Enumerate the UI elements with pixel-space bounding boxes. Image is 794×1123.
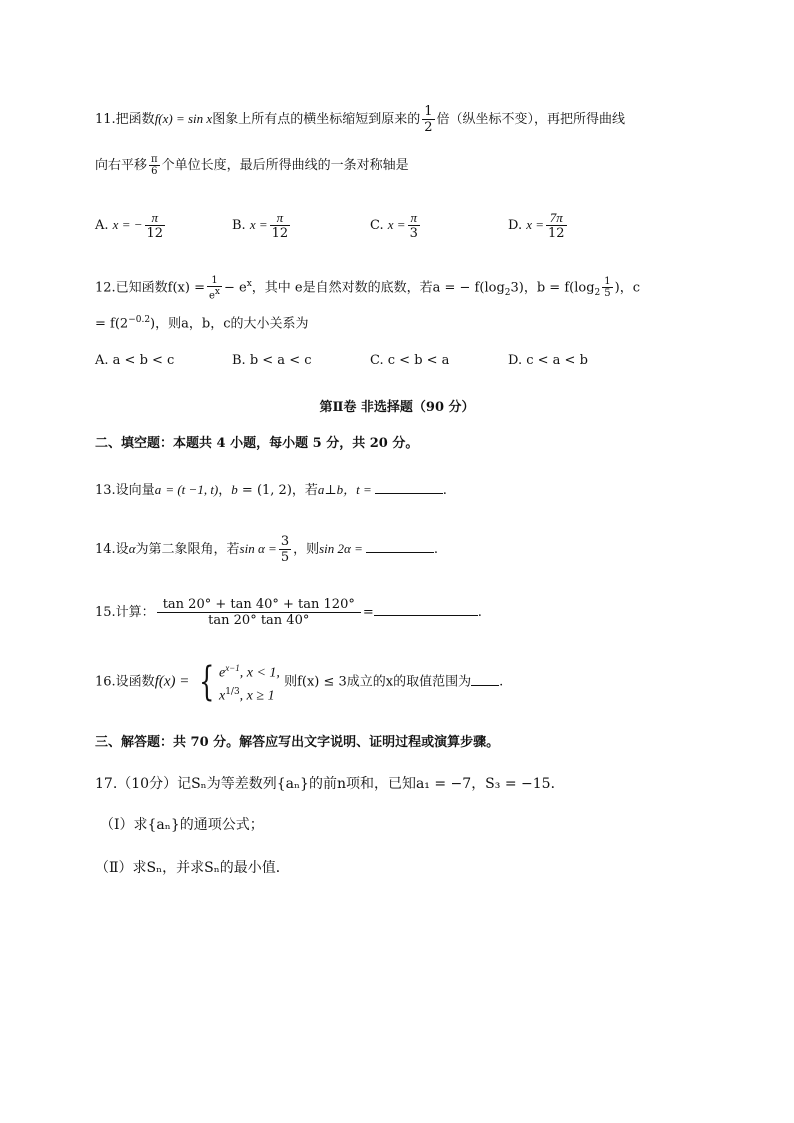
q12-option-d[interactable]: D. c < a < b — [508, 353, 588, 368]
q11-line1 — [95, 104, 625, 135]
q11-middle: 图象上所有点的横坐标缩短到原来的 — [212, 112, 421, 127]
q11-option-c[interactable]: C. x = $\frac{\pi}{3}$ — [370, 210, 418, 241]
section2-heading: 二、填空题：本题共 4 小题，每小题 5 分，共 20 分。 — [95, 436, 419, 451]
q11-shift-fraction: $\frac{\pi}{6}$ — [151, 154, 158, 177]
q11-option-a[interactable]: A. x = − $\frac{\pi}{12}$ — [95, 210, 164, 241]
section3-heading: 三、解答题：共 70 分。解答应写出文字说明、证明过程或演算步骤。 — [95, 735, 500, 750]
q11-func: f(x) = sin x — [154, 111, 213, 126]
q12-option-a[interactable]: A. a < b < c — [95, 353, 175, 368]
q15-answer-blank[interactable] — [374, 601, 478, 616]
q12-line2: = $f(2^{-0.2})$，则a，b，c的大小关系为 — [95, 315, 309, 332]
q11-option-b[interactable]: B. x = $\frac{\pi}{12}$ — [232, 210, 289, 241]
q12-option-b[interactable]: B. b < a < c — [232, 353, 312, 368]
part2-title: 第Ⅱ卷 非选择题（90 分） — [319, 400, 475, 415]
q13: 13.设向量a = (t −1, t)，b = (1, 2)，若a⊥b，t = . — [95, 479, 447, 501]
q11-line2: 向右平移 $\frac{\pi}{6}$ 个单位长度，最后所得曲线的一条对称轴是 — [95, 154, 409, 177]
q12-line1: 12.已知函数f(x) = $\frac{1}{e^x}$ − $e^x$，其中 e是自然对数的底数，若a = − $f(\log_23)$，$b = f(\log_2$ $\frac{1}{5}$ )，c — [95, 274, 640, 301]
q16-piecewise: $e^{x-1}$, x < 1, $x^{1/3}$, x ≥ 1 — [218, 663, 280, 704]
q11-option-d[interactable]: D. x = $\frac{7\pi}{12}$ — [508, 210, 565, 241]
q12-option-c[interactable]: C. c < b < a — [370, 353, 450, 368]
q14: 14.设α为第二象限角，若sin α = $\frac{3}{5}$ ，则sin 2α = . — [95, 534, 439, 565]
q14-answer-blank[interactable] — [366, 538, 434, 553]
q16-answer-blank[interactable] — [471, 671, 499, 686]
q11-prefix: 11.把函数 — [95, 112, 155, 127]
q13-answer-blank[interactable] — [375, 479, 443, 494]
q17-part2: （Ⅱ）求Sₙ，并求Sₙ的最小值． — [95, 860, 290, 876]
q11-suffix: 倍（纵坐标不变），再把所得曲线 — [436, 112, 626, 127]
q11-fraction: $\frac{1}{2}$ — [424, 104, 433, 135]
q12-f-fraction: $\frac{1}{e^x}$ — [209, 274, 220, 301]
q17-stem: 17.（10分）记Sₙ为等差数列{aₙ}的前n项和，已知a₁ = −7，S₃ = −15． — [95, 776, 565, 792]
q16: 16.设函数f(x) = { $e^{x-1}$, x < 1, $x^{1/3}$, x ≥ 1 则f(x) ≤ 3成立的x的取值范围为 . — [95, 659, 504, 706]
q15: 15.计算： $\frac{\tan 20^\circ + \tan 40^\circ + \tan 120^\circ}{\tan 20^\circ \tan 40^\circ}$ = . — [95, 597, 482, 628]
q17-part1: （Ⅰ）求{aₙ}的通项公式； — [100, 817, 264, 833]
q15-fraction: $\frac{\tan 20^\circ + \tan 40^\circ + \tan 120^\circ}{\tan 20^\circ \tan 40^\circ}$ — [157, 597, 361, 628]
